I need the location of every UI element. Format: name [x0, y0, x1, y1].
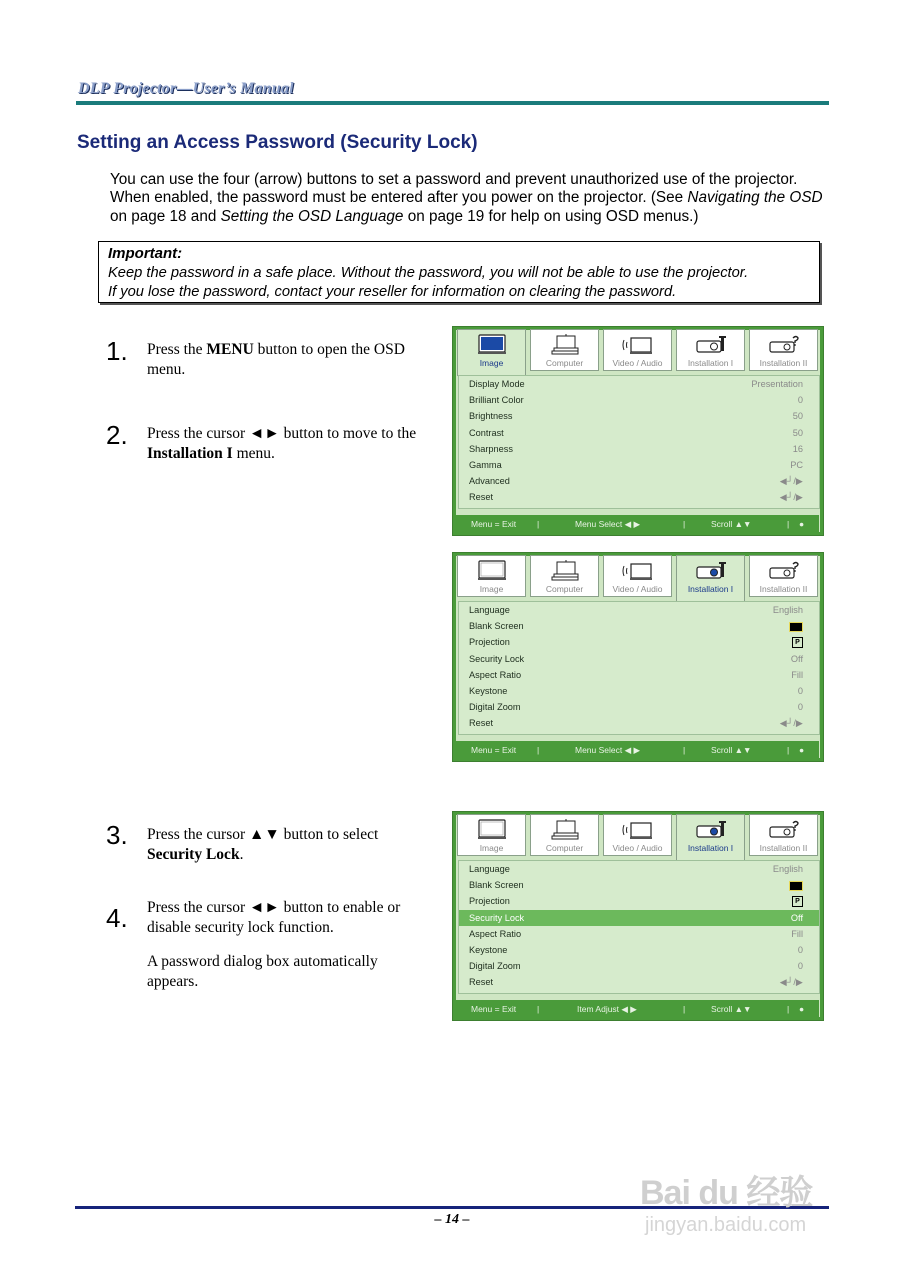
osd-security-lock-selected	[452, 811, 824, 1021]
tab-installation-ii[interactable]: Installation II	[749, 329, 818, 371]
osd-item-list	[458, 601, 820, 735]
osd-row[interactable]: Language English	[469, 605, 803, 615]
step-number: 3.	[106, 820, 128, 850]
osd-row[interactable]: Reset ◀┘/▶	[469, 977, 803, 988]
osd-row[interactable]: Blank Screen	[459, 618, 819, 634]
tab-video-audio[interactable]: Video / Audio	[603, 329, 672, 371]
bulb-icon: ●	[799, 519, 805, 529]
tab-installation-ii[interactable]: Installation II	[749, 555, 818, 597]
image-icon	[475, 560, 509, 582]
osd-row[interactable]: Sharpness 16	[469, 443, 803, 454]
step-note: A password dialog box automatically appears.	[147, 953, 378, 990]
blank-screen-color-swatch	[789, 622, 803, 632]
bulb-icon: ●	[799, 1004, 805, 1014]
tab-image[interactable]: Image	[457, 555, 526, 597]
projection-icon: P	[792, 896, 803, 907]
osd-row[interactable]: Contrast 50	[469, 427, 803, 438]
osd-row[interactable]: Keystone 0	[469, 685, 803, 696]
osd-installation-menu	[452, 552, 824, 762]
link-setting-osd-language[interactable]: Setting the OSD Language	[220, 207, 404, 225]
video-audio-icon	[621, 560, 655, 582]
image-icon	[475, 334, 509, 356]
osd-row[interactable]: Projection P	[459, 893, 819, 909]
computer-icon	[548, 334, 582, 356]
tab-installation-i[interactable]: Installation I	[676, 814, 745, 861]
computer-icon	[548, 560, 582, 582]
tab-video-audio[interactable]: Video / Audio	[603, 814, 672, 856]
step-text: Press the cursor ◄► button to move to the Installation I menu.	[147, 425, 417, 462]
tab-video-audio[interactable]: Video / Audio	[603, 555, 672, 597]
video-audio-icon	[621, 819, 655, 841]
osd-row[interactable]: Aspect Ratio Fill	[469, 669, 803, 680]
important-note-box	[98, 241, 820, 303]
watermark-brand: Bai du 经验	[640, 1174, 813, 1212]
step-text: Press the cursor ▲▼ button to select Security Lock.	[147, 826, 379, 863]
osd-row[interactable]: Gamma PC	[469, 459, 803, 470]
osd-row[interactable]: Language English	[469, 864, 803, 874]
header-rule	[76, 101, 829, 105]
osd-row[interactable]: Security Lock Off	[469, 653, 803, 664]
osd-row[interactable]: Reset ◀┘/▶	[469, 718, 803, 729]
link-navigating-osd[interactable]: Navigating the OSD	[687, 189, 823, 207]
projection-icon: P	[792, 637, 803, 648]
watermark-url: jingyan.baidu.com	[645, 1214, 807, 1236]
osd-row[interactable]: Display Mode Presentation	[469, 379, 803, 389]
osd-row[interactable]: Blank Screen	[459, 877, 819, 893]
osd-image-menu	[452, 326, 824, 536]
bulb-icon: ●	[799, 745, 805, 755]
section-title: Setting an Access Password (Security Lock)	[77, 132, 478, 153]
step-number: 2.	[106, 420, 128, 450]
osd-item-list	[458, 860, 820, 994]
tab-installation-i[interactable]: Installation I	[676, 329, 745, 371]
tab-computer[interactable]: Computer	[530, 814, 599, 856]
osd-item-list	[458, 375, 820, 509]
osd-footer: Menu = Exit | Menu Select ◀ ▶ | Scroll ▲▼ | ●	[455, 741, 819, 759]
intro-paragraph: You can use the four (arrow) buttons to set a password and prevent unauthorized use of the projector. When enabled, the password must be entered after you power on the projector. (See Navigating the OSD on page 18 and Setting the OSD Language on page 19 for help on using OSD menus.)	[110, 171, 823, 225]
blank-screen-color-swatch	[789, 881, 803, 891]
projector-help-icon	[767, 334, 801, 356]
tab-installation-ii[interactable]: Installation II	[749, 814, 818, 856]
osd-row[interactable]: Digital Zoom 0	[469, 961, 803, 972]
video-audio-icon	[621, 334, 655, 356]
osd-row[interactable]: Keystone 0	[469, 944, 803, 955]
tab-image[interactable]: Image	[457, 814, 526, 856]
osd-row[interactable]: Reset ◀┘/▶	[469, 492, 803, 503]
osd-row[interactable]: Brilliant Color 0	[469, 395, 803, 406]
running-header: DLP Projector—User’s Manual	[78, 80, 294, 97]
osd-row[interactable]: Digital Zoom 0	[469, 702, 803, 713]
important-text: Keep the password in a safe place. Without the password, you will not be able to use the projector. If you lose the password, contact your reseller for information on clearing the password.	[108, 265, 749, 300]
tab-image[interactable]: Image	[457, 329, 526, 376]
step-text: Press the MENU button to open the OSD menu.	[147, 341, 405, 378]
page-number: – 14 –	[434, 1212, 470, 1227]
tab-installation-i[interactable]: Installation I	[676, 555, 745, 602]
osd-row[interactable]: Aspect Ratio Fill	[469, 928, 803, 939]
osd-footer: Menu = Exit | Item Adjust ◀ ▶ | Scroll ▲▼ | ●	[455, 1000, 819, 1018]
projector-icon	[694, 819, 728, 841]
osd-row[interactable]: Brightness 50	[469, 411, 803, 422]
important-title: Important:	[108, 245, 183, 262]
step-number: 1.	[106, 336, 128, 366]
projector-icon	[694, 560, 728, 582]
projector-icon	[694, 334, 728, 356]
projector-help-icon	[767, 819, 801, 841]
osd-footer: Menu = Exit | Menu Select ◀ ▶ | Scroll ▲▼ | ●	[455, 515, 819, 533]
tab-computer[interactable]: Computer	[530, 329, 599, 371]
computer-icon	[548, 819, 582, 841]
step-text: Press the cursor ◄► button to enable or disable security lock function.	[147, 899, 401, 936]
osd-row[interactable]: Advanced ◀┘/▶	[469, 476, 803, 487]
osd-row-selected[interactable]: Security Lock Off	[459, 910, 819, 926]
osd-row[interactable]: Projection P	[459, 634, 819, 650]
step-number: 4.	[106, 903, 128, 933]
image-icon	[475, 819, 509, 841]
tab-computer[interactable]: Computer	[530, 555, 599, 597]
projector-help-icon	[767, 560, 801, 582]
